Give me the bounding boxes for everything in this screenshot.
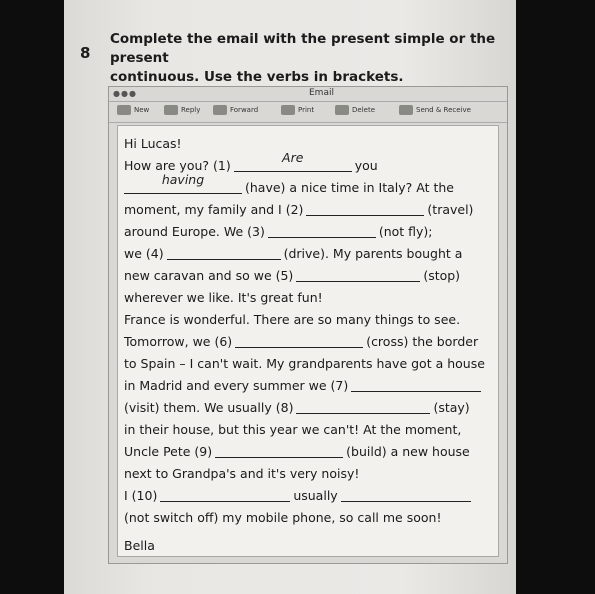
email-line [124,199,504,221]
email-line [124,485,504,507]
reply-icon [164,105,178,115]
line-text: new caravan and so we (5) [124,268,294,283]
line-text: in Madrid and every summer we (7) [124,378,349,393]
gap-6-input[interactable] [235,346,363,348]
gap-10b-input[interactable] [341,500,471,502]
exercise-number: 8 [80,44,91,62]
line-text: Uncle Pete (9) [124,444,213,459]
gap-5-input[interactable] [296,280,420,282]
printer-icon [281,105,295,115]
line-text: Tomorrow, we (6) [124,334,233,349]
line-text: you [354,158,378,173]
line-text: (visit) them. We usually (8) [124,400,294,415]
delete-label: Delete [352,106,375,114]
email-line: in their house, but this year we can't! At the moment, [124,422,462,437]
new-label: New [134,106,150,114]
delete-button[interactable] [335,105,375,115]
gap-1-input[interactable] [234,150,352,172]
delete-icon [335,105,349,115]
email-line: (not switch off) my mobile phone, so call me soon! [124,510,442,525]
gap-8-input[interactable] [296,412,430,414]
forward-button[interactable] [213,105,258,115]
email-line [124,265,504,287]
email-toolbar [109,102,507,123]
email-line [124,172,504,199]
line-text: (stay) [433,400,470,415]
gap-7-input[interactable] [351,390,481,392]
forward-label: Forward [230,106,259,114]
line-text: (stop) [423,268,461,283]
signature: Bella [124,538,155,553]
line-text: How are you? (1) [124,158,231,173]
reply-button[interactable] [164,105,200,115]
handwritten-answer: Are [282,150,304,165]
email-text [124,133,504,557]
forward-icon [213,105,227,115]
line-text: (drive). My parents bought a [283,246,463,261]
gap-2-input[interactable] [306,214,424,216]
send-receive-icon [399,105,413,115]
new-button[interactable] [117,105,149,115]
line-text: usually [293,488,338,503]
window-controls-icon[interactable]: ●●● [113,89,137,98]
line-text: (travel) [427,202,474,217]
instruction-line-1: Complete the email with the present simple or the present [110,31,496,66]
gap-9-input[interactable] [215,456,343,458]
email-line: to Spain – I can't wait. My grandparents have got a house [124,356,485,371]
email-line [124,221,504,243]
email-line [124,331,504,353]
line-text: (not fly); [378,224,433,239]
title-bar [109,87,507,102]
email-line [124,397,504,419]
gap-1b-input[interactable] [124,172,242,194]
line-text: (build) a new house [346,444,470,459]
email-line: next to Grandpa's and it's very noisy! [124,466,360,481]
email-line [124,243,504,265]
email-line: wherever we like. It's great fun! [124,290,323,305]
gap-4-input[interactable] [167,258,281,260]
email-line [124,375,504,397]
line-text: (cross) the border [366,334,479,349]
line-text: (have) a nice time in Italy? At the [245,180,454,195]
print-label: Print [298,106,315,114]
handwritten-answer: having [161,172,205,187]
send-receive-label: Send & Receive [416,106,471,114]
exercise-instruction [82,30,512,87]
print-button[interactable] [281,105,314,115]
new-icon [117,105,131,115]
gap-10a-input[interactable] [160,500,290,502]
line-text: moment, my family and I (2) [124,202,304,217]
gap-3-input[interactable] [268,236,376,238]
email-line: France is wonderful. There are so many things to see. [124,312,461,327]
instruction-line-2: continuous. Use the verbs in brackets. [110,69,404,85]
window-title: Email [309,88,334,98]
line-text: we (4) [124,246,164,261]
email-line [124,441,504,463]
greeting: Hi Lucas! [124,136,182,151]
reply-label: Reply [181,106,201,114]
send-receive-button[interactable] [399,105,471,115]
line-text: around Europe. We (3) [124,224,265,239]
line-text: I (10) [124,488,158,503]
